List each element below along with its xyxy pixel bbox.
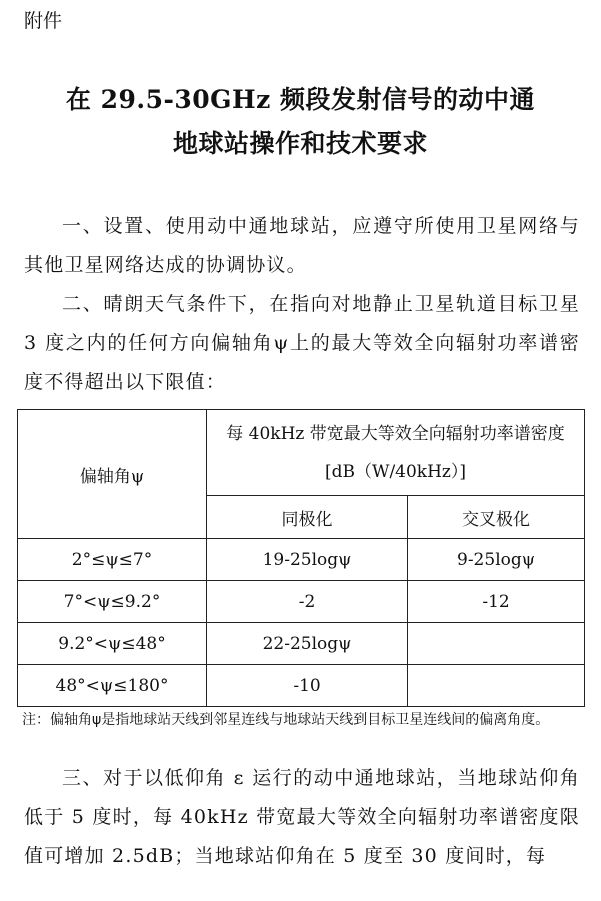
paragraph-coordination: 一、设置、使用动中通地球站，应遵守所使用卫星网络与其他卫星网络达成的协调协议。	[24, 215, 580, 276]
cell-cross: 9-25logψ	[408, 539, 585, 581]
cell-co: 22-25logψ	[207, 623, 408, 665]
table-row	[18, 539, 585, 581]
table-header-row	[18, 410, 585, 496]
document-title-line2: 地球站操作和技术要求	[172, 129, 428, 158]
header-off-axis-angle: 偏轴角ψ	[18, 410, 207, 539]
header-eirp-unit: [dB（W/40kHz）]	[324, 461, 467, 482]
paragraph-low-elevation: 三、对于以低仰角 ε 运行的动中通地球站，当地球站仰角低于 5 度时，每 40kHz 带宽最大等效全向辐射功率谱密度限值可增加 2.5dB；当地球站仰角在 5 度至 30 度间时，每	[24, 767, 580, 867]
eirp-limits-table	[17, 409, 585, 707]
header-eirp-line1: 每 40kHz 带宽最大等效全向辐射功率谱密度	[226, 423, 565, 444]
paragraph-clear-sky-limits: 二、晴朗天气条件下，在指向对地静止卫星轨道目标卫星 3 度之内的任何方向偏轴角ψ上的最大等效全向辐射功率谱密度不得超出以下限值：	[24, 293, 580, 393]
table-row	[18, 581, 585, 623]
cell-angle: 9.2°<ψ≤48°	[18, 623, 207, 665]
table-note: 注：偏轴角ψ是指地球站天线到邻星连线与地球站天线到目标卫星连线间的偏离角度。	[22, 712, 550, 728]
attachment-label: 附件	[24, 10, 63, 32]
cell-angle: 2°≤ψ≤7°	[18, 539, 207, 581]
cell-angle: 7°<ψ≤9.2°	[18, 581, 207, 623]
table-row	[18, 623, 585, 665]
header-eirp-density	[207, 410, 585, 496]
cell-cross	[408, 665, 585, 707]
cell-cross: -12	[408, 581, 585, 623]
cell-co: 19-25logψ	[207, 539, 408, 581]
cell-co: -2	[207, 581, 408, 623]
cell-cross	[408, 623, 585, 665]
table-row	[18, 665, 585, 707]
header-co-polarization: 同极化	[207, 496, 408, 539]
document-title-line1: 在 29.5-30GHz 频段发射信号的动中通	[65, 85, 536, 114]
cell-co: -10	[207, 665, 408, 707]
cell-angle: 48°<ψ≤180°	[18, 665, 207, 707]
header-cross-polarization: 交叉极化	[408, 496, 585, 539]
